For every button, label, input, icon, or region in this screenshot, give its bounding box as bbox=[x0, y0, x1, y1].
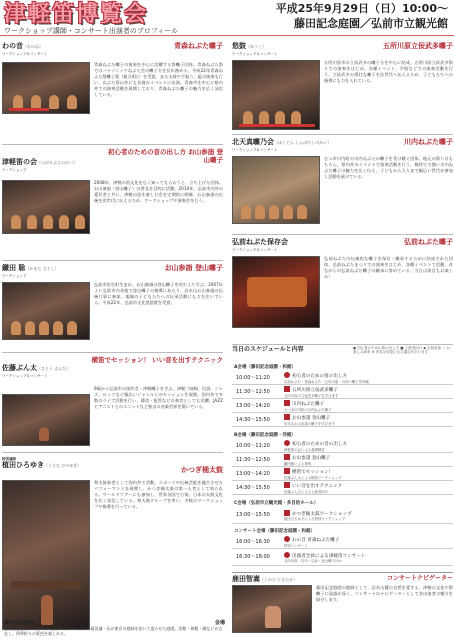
divider bbox=[232, 134, 453, 135]
profile-type: ワークショップ＆コンサート bbox=[232, 51, 278, 56]
profile-hokuten bbox=[232, 138, 453, 234]
navigator-name: 鹿田智嵩（しかた ともたか） bbox=[232, 575, 298, 583]
event-date: 平成25年9月29日（日）10:00～ bbox=[275, 2, 448, 15]
schedule-row: 13:00～15:50 かつぎ桶太鼓ワークショップ 植田ひろゆきによる特別ワークショップ bbox=[232, 508, 453, 524]
page-title: 津軽笛博覧会 bbox=[4, 1, 149, 27]
profile-text: 青森ねぶた囃子の演奏を中心に活躍する祭囃子団体。青森ねぶた祭ではパナソニックねぶた会の囃子方を長年務める。平成22年青森ねぶた祭囃子賞（組合4位）を受賞。また太鼓や手振り、鉦の演奏も行い、ねぶた祭以外にも各地のイベントに出演。青森市を中心に県内外での演奏活動を展開しており、青森ねぶた囃子の魅力を広く発信している。 bbox=[94, 62, 223, 97]
profile-type: ワークショップ＆コンサート bbox=[2, 373, 48, 378]
profile-text: 2008年、津軽の笛文化を広く知ってもらおうと、立ち上げた団体。お山参詣（登山囃子）の普及を目的に活動。2010年、弘前市内外の愛好者と共に、津軽の笛を楽しむ会を定期的に開催。お山参詣の伝統を次世代に伝えるため、ワークショップや演奏会を行う。 bbox=[94, 180, 223, 203]
schedule-legend: ● 初心者のための笛の出し方 ■ 上級者向け ◆ 全員参加 ☆ お楽しみ演奏 ※ 内容は変更になる場合があります bbox=[353, 346, 450, 355]
schedule-row: 13:00～14:20 川内ねぶた囃子 むつ市川内町の川内ねぶた囃子 bbox=[232, 400, 453, 413]
profile-name: 佐藤ぶん太（さとう ぶんた） bbox=[2, 364, 71, 373]
profile-group: 五所川原立佞武多囃子 bbox=[383, 42, 453, 50]
profile-type: ワークショップ＆コンサート bbox=[232, 147, 278, 152]
profile-group: 初心者のための音の出し方 お山参詣 登山囃子 bbox=[107, 148, 223, 165]
schedule-row: 14:30～15:50 お山参詣 登山囃子 岩木山お山参詣の囃子を学びます bbox=[232, 414, 453, 427]
schedule-row: 13:00～14:20 横笛でセッション！ 佐藤ぶん太による横笛ワークショップ bbox=[232, 468, 453, 481]
divider bbox=[232, 234, 453, 235]
concert-label: コンサート会場（藤田記念庭園・和館） bbox=[234, 529, 315, 534]
schedule-row: 11:30～12:50 お山参詣 登山囃子 鎌田聡による指導 bbox=[232, 454, 453, 467]
divider bbox=[2, 260, 223, 261]
schedule-row: 16:00～16:30 わの音 青森ねぶた囃子 特別コンサート bbox=[232, 536, 453, 549]
profile-text: 和太鼓奏者として国内外で活動。スポーツや伝統芸能を融合させたパフォーマンスを展開し、かつぎ桶太鼓の第一人者として知られる。ワールドツアーにも参加し、世界各国で公演。日本の太鼓文化を広く発信している。和太鼓グループを率い、多数のワークショップや指導を行っている。 bbox=[94, 480, 223, 509]
profile-type: ワークショップ bbox=[2, 273, 27, 278]
profile-group: 青森ねぶた囃子 bbox=[174, 42, 223, 50]
profile-group: お山参詣 登山囃子 bbox=[164, 264, 223, 272]
profile-hirosaki-neputa bbox=[232, 238, 453, 346]
profile-group: 川内ねぶた囃子 bbox=[404, 138, 453, 146]
venue-a-label: A会場（藤田記念庭園・和館） bbox=[234, 365, 296, 370]
profile-name: 植田ひろゆき（うえだ ひろゆき） bbox=[2, 461, 82, 470]
profile-name: 悠鼓（ゆうこ） bbox=[232, 42, 266, 50]
profile-photo bbox=[232, 256, 320, 328]
profile-type: ワークショップ＆コンサート bbox=[2, 51, 48, 56]
profile-group: 横笛でセッション！ いい音を出すテクニック bbox=[91, 356, 223, 364]
profile-group: 弘前ねぷた囃子 bbox=[404, 238, 453, 246]
profile-name: 弘前ねぷた保存会 bbox=[232, 238, 288, 246]
schedule bbox=[232, 346, 453, 636]
venue-info bbox=[4, 620, 225, 640]
event-venue: 藤田記念庭園／弘前市立観光館 bbox=[294, 17, 448, 30]
schedule-row: 11:30～12:50 五所川原立佞武多囃子 五所川原の立佞武多囃子を学びます bbox=[232, 386, 453, 399]
profile-name: 津軽笛の会（つがるぶえのかい） bbox=[2, 158, 77, 166]
schedule-row: 10:00～11:20 初心者のための笛の出し方 弘前ねぷた・青森ねぶた・五所川原・川内の囃子を体験 bbox=[232, 372, 453, 385]
profile-text: 五所川原市の立佞武多の囃子方を中心に結成。五所川原立佞武多祭りでの演奏をはじめ、各種イベント、学校などでの演奏活動を行う。立佞武多の勇壮な囃子を次世代へ伝えるため、子どもたちへの指導にも力を入れている。 bbox=[324, 60, 453, 83]
profile-type: ワークショップ＆コンサート bbox=[232, 247, 278, 252]
navigator-photo bbox=[232, 585, 312, 633]
venue-text: 藤田記念庭園は大正8年に弘前市出身の実業家・藤田謙一氏が東京の庭師を招いて造らせた庭園。洋館・和館・蔵などが点在し、四季折々の景色を楽しめる。 bbox=[4, 626, 223, 637]
navigator-text: 藤田記念庭園の庭師として、岩木山麓の自然を愛する。津軽の文化や祭囃子に造詣が深く、コンサートのナビゲーターとして各出演者の魅力を紹介します。 bbox=[316, 585, 453, 602]
profile-text: 弘前市弥生町生まれ。お山参詣の登山囃子を幼少より学ぶ。2007年より弘前市内各地で登山囃子の指導にあたり、岩木山お山参詣の伝統行事に参加。地域の子どもたちへの伝承活動にも力を注いでいる。平成22年、弘前市文化奨励賞を受賞。 bbox=[94, 282, 223, 305]
venue-name: 藤田記念庭園 bbox=[4, 620, 35, 626]
divider bbox=[2, 452, 223, 453]
schedule-row: 16:30～18:00 出演者全員による津軽笛コンサート 五所川原・川内・弘前・登山囃子ほか bbox=[232, 550, 453, 566]
profile-ueda bbox=[2, 456, 223, 626]
profile-tsugarubue bbox=[2, 148, 223, 262]
profile-photo bbox=[2, 480, 90, 630]
profile-type: 特別講師 bbox=[2, 457, 16, 461]
divider bbox=[2, 144, 223, 145]
profile-photo bbox=[232, 60, 320, 130]
profile-photo bbox=[2, 180, 90, 234]
profile-name: 鎌田 聡（かまた さとし） bbox=[2, 264, 59, 272]
profile-type: ワークショップ bbox=[2, 167, 27, 172]
profile-photo bbox=[2, 394, 90, 446]
divider bbox=[232, 344, 453, 345]
profile-yuko bbox=[232, 42, 453, 134]
divider bbox=[2, 352, 223, 353]
profile-photo bbox=[2, 282, 90, 340]
profile-text: むつ市川内町の川内ねぶたの囃子を受け継ぐ団体。地元の祭りはもちろん、県内外のイベントで演奏活動を行う。軽快で力強い川内ねぶた囃子の魅力を広く伝え、子どもから大人まで幅広い世代が参加し活動を続けている。 bbox=[324, 156, 453, 179]
venue-tag: 会場 bbox=[214, 620, 225, 626]
profile-name: わの音（わのね） bbox=[2, 42, 43, 50]
header bbox=[0, 0, 454, 36]
page-subtitle: ワークショップ講師・コンサート出演者のプロフィール bbox=[4, 27, 179, 35]
profile-sato bbox=[2, 356, 223, 454]
profile-wanone bbox=[2, 42, 223, 146]
profile-group: かつぎ桶太鼓 bbox=[181, 466, 223, 474]
profile-photo bbox=[232, 156, 320, 224]
navigator bbox=[232, 572, 453, 634]
schedule-row: 14:30～15:50 いい音を出すテクニック 佐藤ぶん太による上級者向け bbox=[232, 482, 453, 495]
profile-photo bbox=[2, 62, 90, 114]
venue-c-label: C会場（弘前市立観光館・多目的ホール） bbox=[234, 501, 319, 506]
schedule-row: 10:00～11:20 初心者のための音の出し方 津軽笛の会による基礎練習 bbox=[232, 440, 453, 453]
venue-b-label: B会場（藤田記念庭園・洋館） bbox=[234, 433, 296, 438]
navigator-role: コンサートナビゲーター bbox=[386, 575, 453, 582]
profile-text: 弘前ねぷたの伝統的な囃子を保存・継承するために結成された団体。弘前ねぷたまつりでの演奏をはじめ、各種イベントで活動。昔ながらの弘前ねぷた囃子の継承に努めている。当日は演目もお楽しみ！ bbox=[324, 256, 453, 279]
profile-name: 北天真囃乃会（ほくてん しんばやしのかい） bbox=[232, 138, 332, 146]
profile-kamata bbox=[2, 264, 223, 354]
profile-text: 9歳から弘前市の笛吹き・津軽囃子を学ぶ。津軽三味線、民謡、ジャズ、ロックなど幅広いジャンルとのセッションを展開。国内外で多数のライブ活動を行い、篠笛・能管などの奏者としても活躍。JAZZピアニストとのユニットなど独自の音楽世界を築いている。 bbox=[94, 386, 223, 409]
schedule-title: 当日のスケジュールと内容 bbox=[232, 346, 304, 353]
